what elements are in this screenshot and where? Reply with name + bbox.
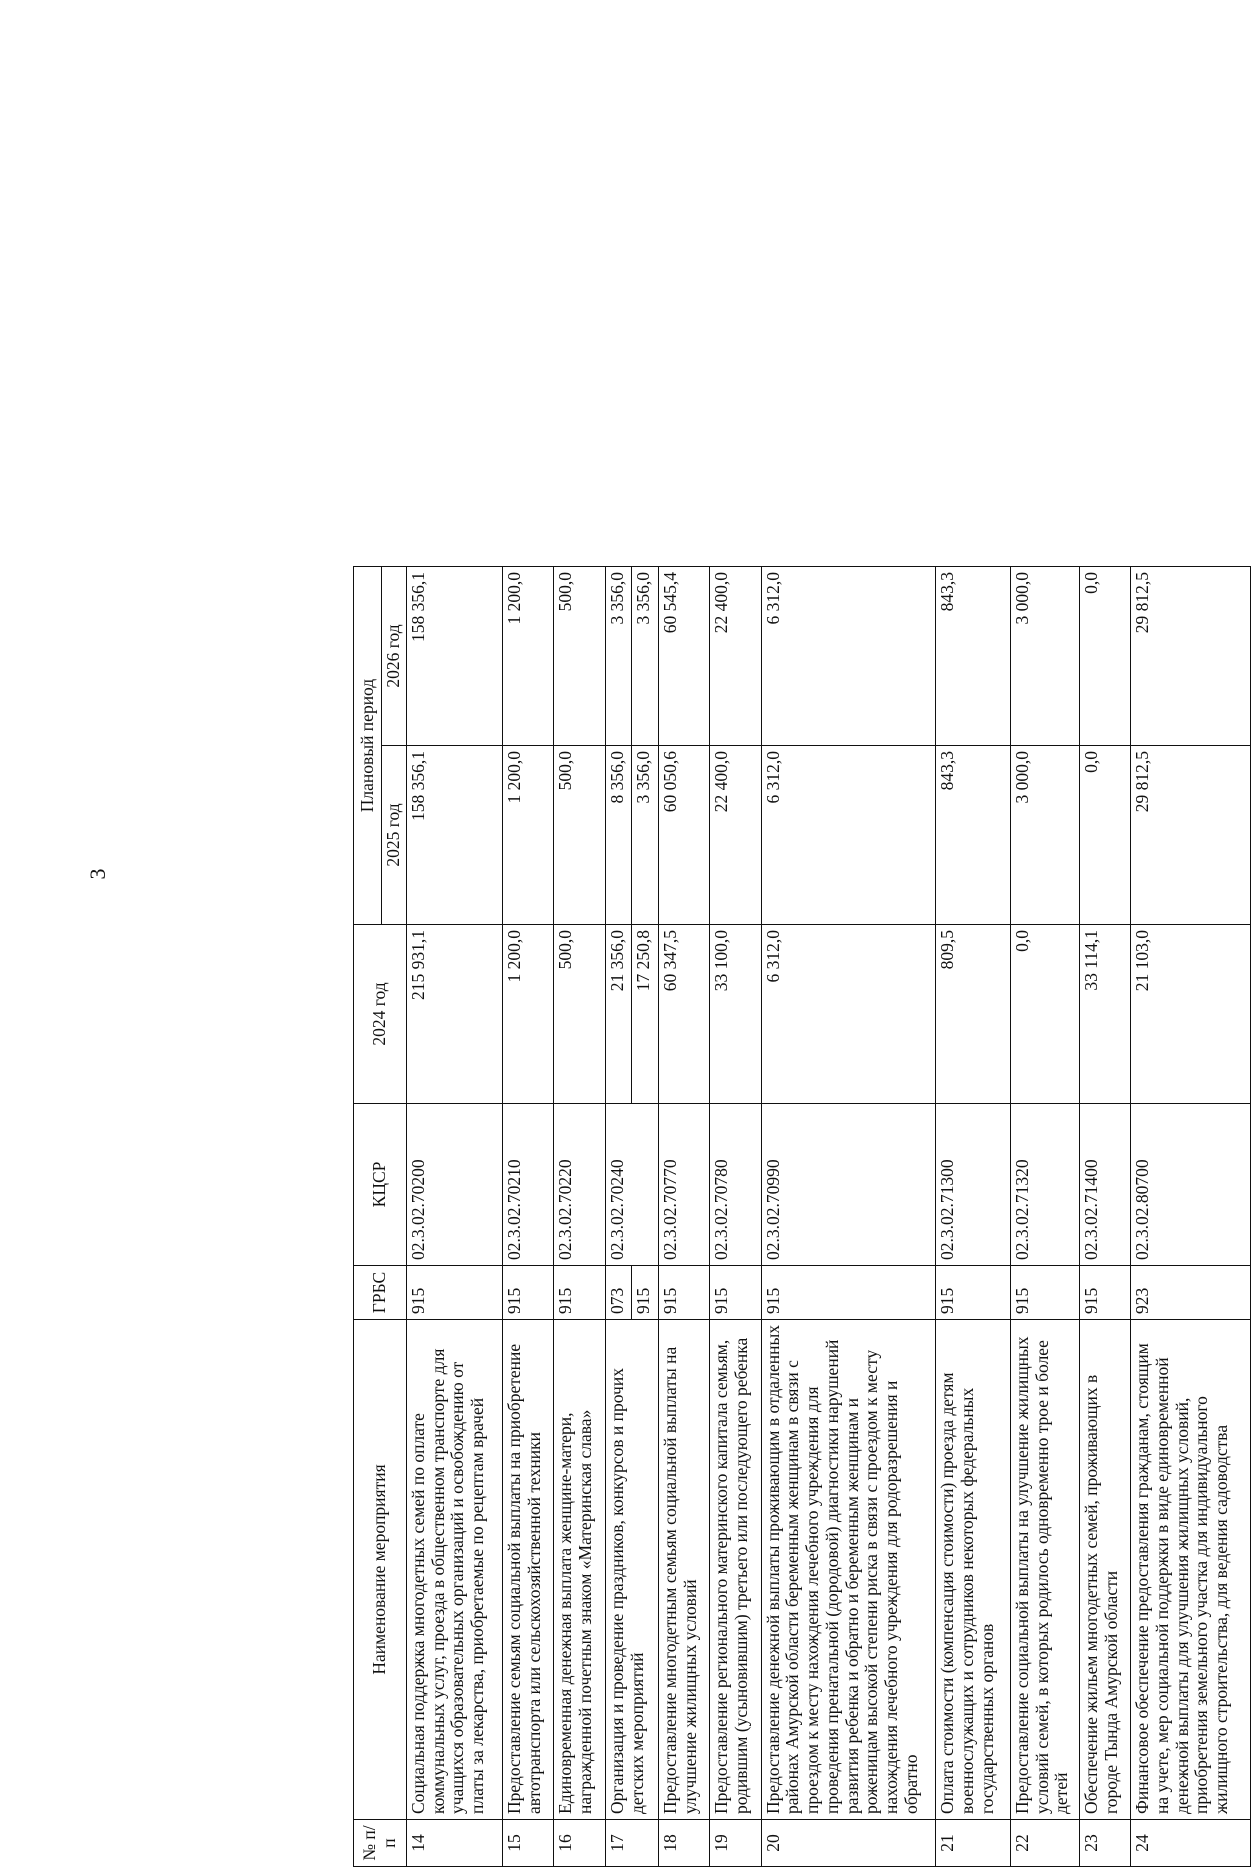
header-2025: 2025 год (382, 746, 407, 925)
row-kcsr: 02.3.02.70780 (710, 1104, 761, 1266)
row-name: Единовременная денежная выплата женщине-матери, награжденной почетным знаком «Материнская слава» (554, 1320, 605, 1820)
header-kcsr: КЦСР (354, 1104, 407, 1266)
row-2025: 158 356,1 (406, 746, 502, 925)
row-num: 21 (936, 1820, 1011, 1867)
row-2026: 3 356,0 (632, 566, 659, 745)
row-2024: 21 103,0 (1131, 925, 1251, 1104)
row-num: 20 (761, 1820, 936, 1867)
header-2026: 2026 год (382, 566, 407, 745)
row-grbs: 915 (1010, 1266, 1079, 1320)
row-2025: 6 312,0 (761, 746, 936, 925)
row-num: 18 (658, 1820, 709, 1867)
row-num: 15 (503, 1820, 554, 1867)
row-kcsr: 02.3.02.70210 (503, 1104, 554, 1266)
row-grbs: 915 (710, 1266, 761, 1320)
row-2026: 158 356,1 (406, 566, 502, 745)
row-name: Предоставление регионального материнского капитала семьям, родившим (усыновившим) третьего или последующего ребенка (710, 1320, 761, 1820)
row-2024: 33 114,1 (1079, 925, 1130, 1104)
row-2025: 60 050,6 (658, 746, 709, 925)
row-2026: 1 200,0 (503, 566, 554, 745)
row-2026: 3 000,0 (1010, 566, 1079, 745)
row-2024: 809,5 (936, 925, 1011, 1104)
row-kcsr: 02.3.02.71320 (1010, 1104, 1079, 1266)
header-num: № п/п (354, 1820, 407, 1867)
row-kcsr: 02.3.02.70990 (761, 1104, 936, 1266)
row-name: Предоставление социальной выплаты на улучшение жилищных условий семей, в которых родилось одновременно трое и более детей (1010, 1320, 1079, 1820)
header-planned-period: Плановый период (354, 566, 382, 924)
row-2026: 29 812,5 (1131, 566, 1251, 745)
row-kcsr: 02.3.02.71400 (1079, 1104, 1130, 1266)
row-name: Предоставление семьям социальной выплаты на приобретение автотранспорта или сельскохозяйственной техники (503, 1320, 554, 1820)
row-kcsr: 02.3.02.71300 (936, 1104, 1011, 1266)
row-name: Предоставление денежной выплаты проживающим в отдаленных районах Амурской области беременным женщинам в связи с проездом к месту нахождения лечебного учреждения для проведения пренатальной (дородовой) диагностики нарушений развития ребенка и обратно и беременным женщинам и роженицам высокой степени риска в связи с проездом к месту нахождения лечебного учреждения для родоразрешения и обратно (761, 1320, 936, 1820)
row-num: 16 (554, 1820, 605, 1867)
row-2026: 60 545,4 (658, 566, 709, 745)
row-grbs: 915 (936, 1266, 1011, 1320)
row-name: Финансовое обеспечение предоставления гражданам, стоящим на учете, мер социальной поддержки в виде единовременной денежной выплаты для улучшения жилищных условий, приобретения земельного участка для индивидуального жилищного строительства, для ведения садоводства (1131, 1320, 1251, 1820)
row-2025: 29 812,5 (1131, 746, 1251, 925)
row-num: 24 (1131, 1820, 1251, 1867)
row-2024: 21 356,0 (605, 925, 632, 1104)
row-2024: 6 312,0 (761, 925, 936, 1104)
row-grbs: 073 (605, 1266, 632, 1320)
row-kcsr: 02.3.02.70220 (554, 1104, 605, 1266)
row-2024: 500,0 (554, 925, 605, 1104)
table-row (1010, 566, 1079, 1866)
row-num: 22 (1010, 1820, 1079, 1867)
table-row (1079, 566, 1130, 1866)
row-2026: 500,0 (554, 566, 605, 745)
row-2024: 33 100,0 (710, 925, 761, 1104)
measures-table (353, 566, 1251, 1867)
table-row (658, 566, 709, 1866)
row-name: Предоставление многодетным семьям социальной выплаты на улучшение жилищных условий (658, 1320, 709, 1820)
row-grbs: 915 (632, 1266, 659, 1320)
row-grbs: 915 (1079, 1266, 1130, 1320)
row-2025: 3 000,0 (1010, 746, 1079, 925)
row-grbs: 915 (658, 1266, 709, 1320)
row-num: 23 (1079, 1820, 1130, 1867)
table-row (406, 566, 502, 1866)
row-2024: 0,0 (1010, 925, 1079, 1104)
row-num: 17 (605, 1820, 658, 1867)
row-num: 14 (406, 1820, 502, 1867)
table-row (710, 566, 761, 1866)
row-kcsr: 02.3.02.70200 (406, 1104, 502, 1266)
header-2024: 2024 год (354, 925, 407, 1104)
row-2025: 0,0 (1079, 746, 1130, 925)
table-row (761, 566, 936, 1866)
table-row (503, 566, 554, 1866)
row-2025: 3 356,0 (632, 746, 659, 925)
row-name: Оплата стоимости (компенсация стоимости) проезда детям военнослужащих и сотрудников некоторых федеральных государственных органов (936, 1320, 1011, 1820)
row-2026: 6 312,0 (761, 566, 936, 745)
table-row (1131, 566, 1251, 1866)
row-name: Социальная поддержка многодетных семей по оплате коммунальных услуг, проезда в общественном транспорте для учащихся образовательных организаций и освобождению от платы за лекарства, приобретаемые по рецептам врачей (406, 1320, 502, 1820)
row-2024: 215 931,1 (406, 925, 502, 1104)
row-kcsr: 02.3.02.70240 (605, 1104, 658, 1266)
row-grbs: 923 (1131, 1266, 1251, 1320)
row-2025: 500,0 (554, 746, 605, 925)
row-grbs: 915 (503, 1266, 554, 1320)
row-grbs: 915 (761, 1266, 936, 1320)
row-grbs: 915 (406, 1266, 502, 1320)
measures-table-frame (353, 567, 1251, 1867)
header-grbs: ГРБС (354, 1266, 407, 1320)
row-2026: 3 356,0 (605, 566, 632, 745)
row-2025: 22 400,0 (710, 746, 761, 925)
row-2026: 843,3 (936, 566, 1011, 745)
row-name: Организация и проведение праздников, конкурсов и прочих детских мероприятий (605, 1320, 658, 1820)
table-row (936, 566, 1011, 1866)
table-row (554, 566, 605, 1866)
row-2025: 1 200,0 (503, 746, 554, 925)
row-2024: 60 347,5 (658, 925, 709, 1104)
row-2026: 0,0 (1079, 566, 1130, 745)
row-2024: 1 200,0 (503, 925, 554, 1104)
row-grbs: 915 (554, 1266, 605, 1320)
row-2024: 17 250,8 (632, 925, 659, 1104)
header-name: Наименование мероприятия (354, 1320, 407, 1820)
page-number: 3 (85, 868, 110, 880)
header-row-top (354, 566, 382, 1866)
row-kcsr: 02.3.02.70770 (658, 1104, 709, 1266)
row-2025: 8 356,0 (605, 746, 632, 925)
row-2026: 22 400,0 (710, 566, 761, 745)
table-row (605, 566, 632, 1866)
row-2025: 843,3 (936, 746, 1011, 925)
row-name: Обеспечение жильем многодетных семей, проживающих в городе Тында Амурской области (1079, 1320, 1130, 1820)
row-kcsr: 02.3.02.80700 (1131, 1104, 1251, 1266)
row-num: 19 (710, 1820, 761, 1867)
